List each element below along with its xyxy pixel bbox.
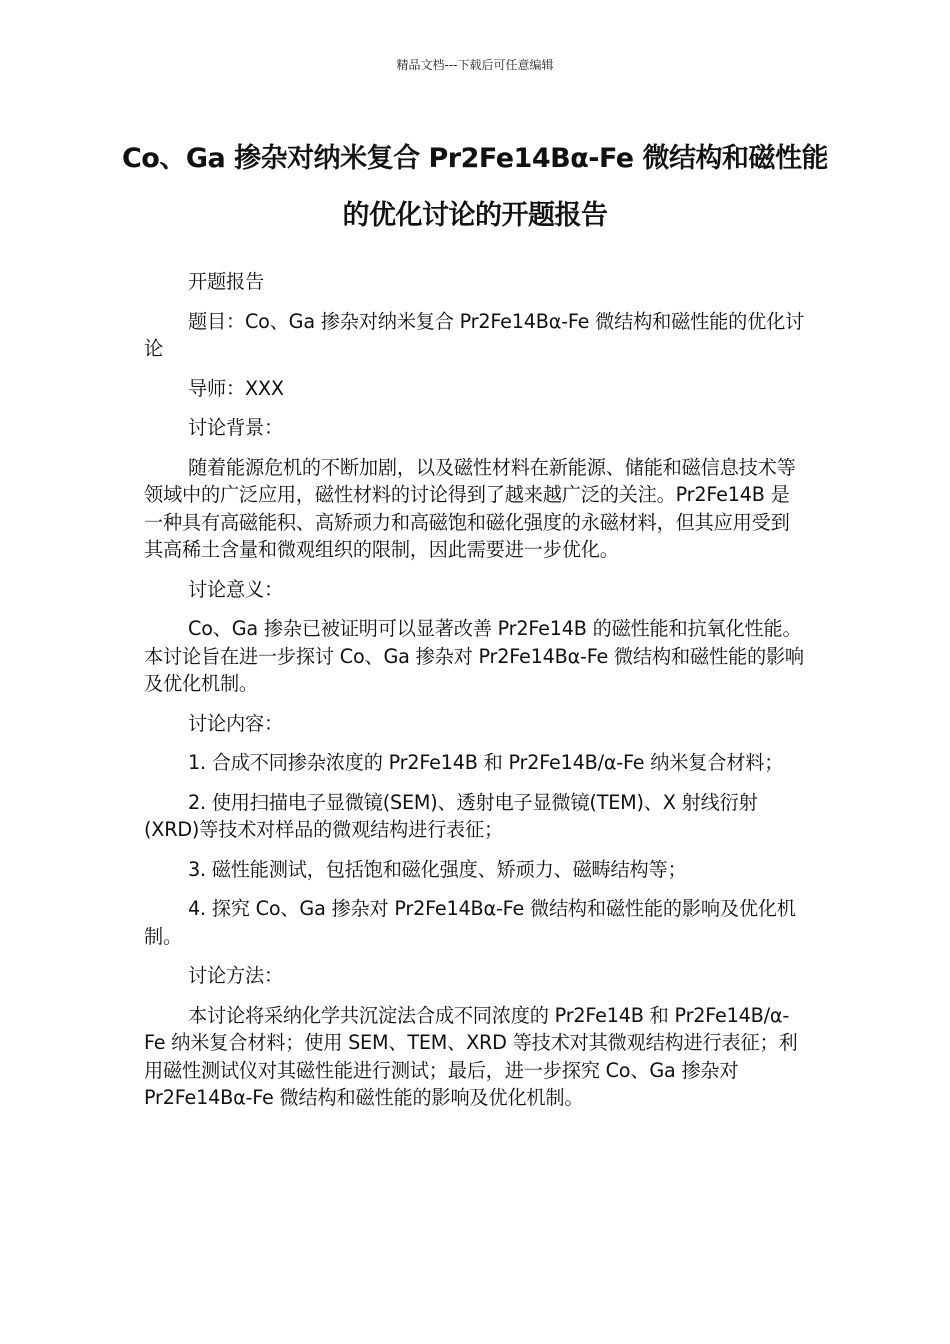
paragraph-report-label: 开题报告 [188, 270, 264, 293]
content-item-3: 3. 磁性能测试，包括饱和磁化强度、矫顽力、磁畴结构等； [188, 857, 687, 881]
heading-method: 讨论方法： [188, 964, 283, 987]
paragraph-method: 本讨论将采纳化学共沉淀法合成不同浓度的 Pr2Fe14B 和 Pr2Fe14B/α-Fe 纳米复合材料；使用 SEM、TEM、XRD 等技术对其微观结构进行表征；利用磁性测试仪对其磁性能进行测试；最后，进一步探究 Co、Ga 掺杂对 Pr2Fe14Bα-Fe 微结构和磁性能的影响及优化机制。 [144, 1003, 798, 1109]
paragraph-significance: Co、Ga 掺杂已被证明可以显著改善 Pr2Fe14B 的磁性能和抗氧化性能。本讨论旨在进一步探讨 Co、Ga 掺杂对 Pr2Fe14Bα-Fe 微结构和磁性能的影响及优化机制。 [144, 617, 804, 695]
paragraph-advisor: 导师：XXX [188, 376, 284, 400]
paragraph-background: 随着能源危机的不断加剧，以及磁性材料在新能源、储能和磁信息技术等领域中的广泛应用，磁性材料的讨论得到了越来越广泛的关注。Pr2Fe14B 是一种具有高磁能积、高矫顽力和高磁饱和磁化强度的永磁材料，但其应用受到其高稀土含量和微观组织的限制，因此需要进一步优化。 [144, 455, 796, 561]
document-body [144, 268, 808, 1124]
document-title: Co、Ga 掺杂对纳米复合 Pr2Fe14Bα-Fe 微结构和磁性能的优化讨论的开题报告 [121, 143, 829, 231]
paragraph-topic: 题目：Co、Ga 掺杂对纳米复合 Pr2Fe14Bα-Fe 微结构和磁性能的优化讨论 [144, 309, 805, 360]
heading-content: 讨论内容： [188, 711, 283, 735]
content-item-1: 1. 合成不同掺杂浓度的 Pr2Fe14B 和 Pr2Fe14B/α-Fe 纳米复合材料； [188, 751, 784, 774]
header-note: 精品文档---下载后可任意编辑 [396, 58, 554, 72]
heading-significance: 讨论意义： [188, 577, 283, 601]
heading-background: 讨论背景： [188, 416, 283, 439]
content-item-4: 4. 探究 Co、Ga 掺杂对 Pr2Fe14Bα-Fe 微结构和磁性能的影响及优化机制。 [144, 897, 796, 948]
content-item-2: 2. 使用扫描电子显微镜(SEM)、透射电子显微镜(TEM)、X 射线衍射(XRD)等技术对样品的微观结构进行表征； [144, 790, 758, 841]
